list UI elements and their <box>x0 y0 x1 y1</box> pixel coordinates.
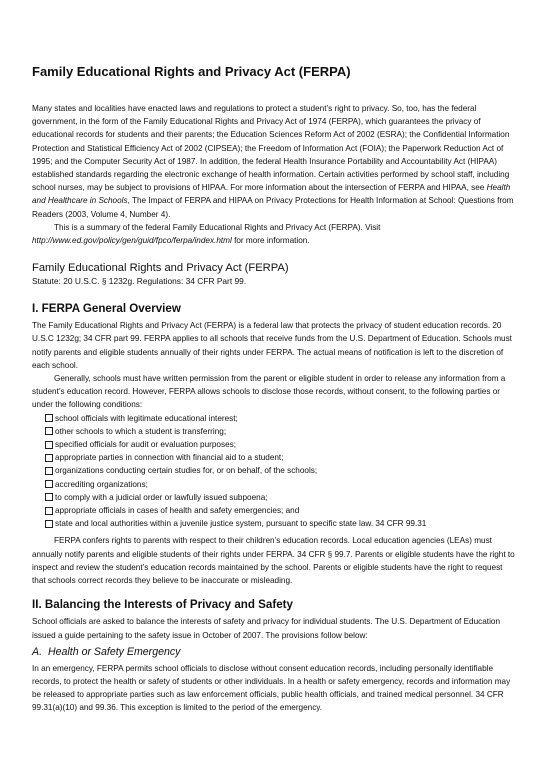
list-item-text: specified officials for audit or evaluation purposes; <box>55 440 236 450</box>
list-item <box>32 438 518 451</box>
checkbox-icon <box>45 454 53 462</box>
list-item-text: state and local authorities within a juvenile justice system, pursuant to specific state law. 34 CFR 99.31 <box>55 519 427 529</box>
disclosure-conditions-list <box>32 412 518 531</box>
subsection-title: Health or Safety Emergency <box>48 645 181 658</box>
list-item <box>32 451 518 464</box>
section-2-heading: II. Balancing the Interests of Privacy and Safety <box>32 598 293 612</box>
publication-title: Health and Healthcare in Schools <box>32 183 511 206</box>
document-title: Family Educational Rights and Privacy Act (FERPA) <box>32 64 351 79</box>
summary-paragraph <box>32 221 518 247</box>
subsection-letter: A. <box>32 645 43 658</box>
subsection-a-heading <box>32 646 518 659</box>
subtitle: Family Educational Rights and Privacy Act (FERPA) <box>32 262 289 275</box>
intro-section <box>32 102 518 247</box>
list-item-text: organizations conducting certain studies for, or on behalf, of the schools; <box>55 466 318 476</box>
list-item-text: other schools to which a student is transferring; <box>55 426 227 436</box>
intro-text-end: , The Impact of FERPA and HIPAA on Privacy Protections for Health Information at School: Questions from Readers (2003, Volume 4, Number 4). <box>32 196 514 219</box>
list-item <box>32 504 518 517</box>
list-item-text: accrediting organizations; <box>55 479 148 489</box>
statute-line: Statute: 20 U.S.C. § 1232g. Regulations: 34 CFR Part 99. <box>32 276 247 287</box>
checkbox-icon <box>45 507 53 515</box>
intro-text: Many states and localities have enacted laws and regulations to protect a student’s right to privacy. So, too, has the federal government, in the form of the Family Educational Rights and Privacy Act of 1974 (FERPA), which guarantees the privacy of educational records for students and their parents; the Education Sciences Reform Act of 2002 (ESRA); the Confidential Information Protection and Statistical Efficiency Act of 2002 (CIPSEA); the Freedom of Information Act (FOIA); the Paperwork Reduction Act of 1995; and the Computer Security Act of 1987. In addition, the federal Health Insurance Portability and Accountability Act (HIPAA) established standards regarding the electronic exchange of health information. Certain activities performed by school staff, including school nurses, may be subject to provisions of HIPAA. For more information about the intersection of FERPA and HIPAA, see <box>32 104 510 193</box>
list-item-text: to comply with a judicial order or lawfully issued subpoena; <box>55 492 268 502</box>
list-item <box>32 412 518 425</box>
section-2-paragraph-2: In an emergency, FERPA permits school officials to disclose without consent education records, including personally identifiable records, to protect the health or safety of students or other individuals. In a health or safety emergency, records and information may be released to appropriate parties such as law enforcement officials, public health officials, and trained medical personnel. 34 CFR 99.31(a)(10) and 99.36. This exception is limited to the period of the emergency. <box>32 663 511 713</box>
section-1-paragraph-2: Generally, schools must have written permission from the parent or eligible student in order to release any information from a student’s education record. However, FERPA allows schools to disclose those records, without consent, to the following parties or under the following conditions: <box>32 374 506 410</box>
checkbox-icon <box>45 467 53 475</box>
list-item <box>32 491 518 504</box>
list-item <box>32 517 518 530</box>
list-item-text: appropriate parties in connection with financial aid to a student; <box>55 453 284 463</box>
list-item <box>32 478 518 491</box>
summary-text: This is a summary of the federal Family Educational Rights and Privacy Act (FERPA). Visit <box>54 222 381 232</box>
checkbox-icon <box>45 441 53 449</box>
section-1-paragraph-1: The Family Educational Rights and Privacy Act (FERPA) is a federal law that protects the privacy of student education records. 20 U.S.C 1232g; 34 CFR part 99. FERPA applies to all schools that receive funds from the U.S. Department of Education. Schools must notify parents and eligible students annually of their rights under FERPA. The actual means of notification is left to the discretion of each school. <box>32 321 512 370</box>
checkbox-icon <box>45 520 53 528</box>
checkbox-icon <box>45 493 53 501</box>
checkbox-icon <box>45 427 53 435</box>
summary-text-end: for more information. <box>231 236 310 246</box>
ferpa-url-link[interactable]: http://www.ed.gov/policy/gen/guid/fpco/ferpa/index.html <box>32 236 232 246</box>
intro-paragraph <box>32 102 518 221</box>
list-item <box>32 425 518 438</box>
section-2-paragraph-1: School officials are asked to balance the interests of safety and privacy for individual students. The U.S. Department of Education issued a guide pertaining to the safety issue in October of 2007. The provisions follow below: <box>32 617 501 640</box>
checkbox-icon <box>45 414 53 422</box>
list-item <box>32 464 518 477</box>
section-1-paragraph-3: FERPA confers rights to parents with respect to their children’s education records. Local education agencies (LEAs) must annually notify parents and eligible students of their rights under FERPA. 34 CFR § 99.7. Parents or eligible students have the right to inspect and review the student’s education records maintained by the school. Parents or eligible students have the right to request that schools correct records they believe to be inaccurate or misleading. <box>32 536 515 586</box>
checkbox-icon <box>45 480 53 488</box>
list-item-text: appropriate officials in cases of health and safety emergencies; and <box>55 506 300 516</box>
list-item-text: school officials with legitimate educational interest; <box>55 413 238 423</box>
section-1-heading: I. FERPA General Overview <box>32 302 181 316</box>
